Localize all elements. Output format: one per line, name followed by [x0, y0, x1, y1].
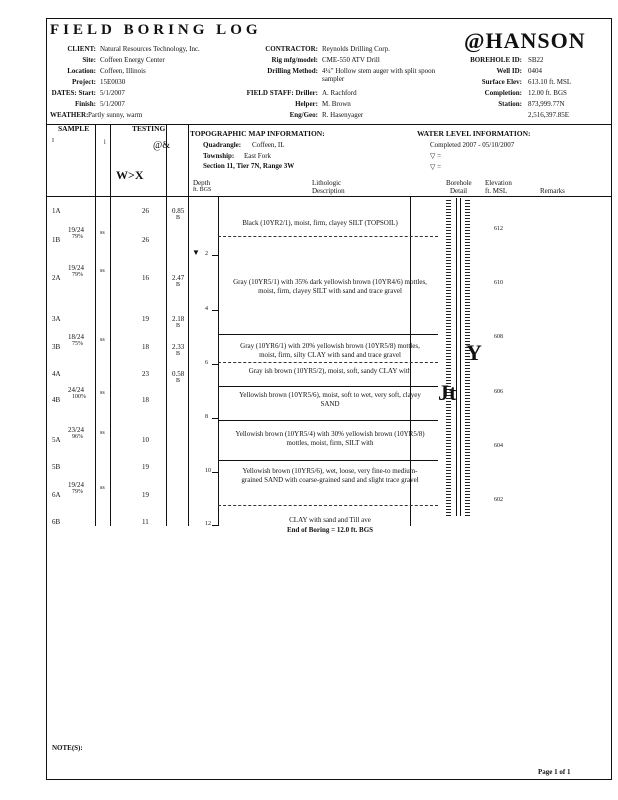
location-label: Location: [67, 67, 96, 75]
sample-type: ss [100, 390, 105, 396]
blow-count-head-icon: W>X [116, 168, 144, 182]
blow-count: 19 [142, 315, 149, 323]
dates-start-label: DATES: Start: [51, 89, 96, 97]
elev-col-head: Elevation [485, 179, 512, 187]
notes-label: NOTE(S): [52, 744, 83, 752]
station-north: 873,999.77N [528, 100, 565, 108]
depth-tick-line [212, 525, 218, 526]
elev-tick: 608 [494, 334, 503, 340]
depth-col-unit: ft. BGS [193, 187, 212, 193]
qu-value: 0.85 [172, 207, 185, 215]
contractor-label: CONTRACTOR: [265, 45, 318, 53]
borehole-id-value: SB22 [528, 56, 544, 64]
blow-count: 18 [142, 396, 149, 404]
page-number: Page 1 of 1 [538, 768, 571, 776]
lith-desc-8: CLAY with sand and Till ave [289, 516, 371, 524]
rig-value: CME-550 ATV Drill [322, 56, 380, 64]
blow-count: 19 [142, 491, 149, 499]
sample-id: 6B [52, 518, 61, 526]
client-label: CLIENT: [67, 45, 96, 53]
qu-value: 2.47 [172, 274, 185, 282]
qu-method: B [176, 351, 181, 357]
sample-type: ss [100, 430, 105, 436]
method-label: Drilling Method: [267, 67, 318, 75]
lith-col-head: Lithologic [312, 179, 342, 187]
sample-recovery: 19/24 [68, 226, 84, 234]
lith-desc-7: Yellowish brown (10YR5/6), wet, loose, very fine-to medium-grained SAND with coarse-grained sand and slight trace gravel [241, 467, 419, 484]
sample-recovery-pct: 79% [72, 234, 83, 240]
lith-desc-3: Gray (10YR6/1) with 20% yellowish brown (10YR5/8) mottles, moist, firm, silty CLAY with sand and trace gravel [240, 342, 420, 359]
borehole-casing-left [446, 198, 451, 516]
sample-recovery-pct: 79% [72, 272, 83, 278]
sample-header: SAMPLE [58, 124, 90, 133]
depth-tick: 2 [205, 251, 208, 257]
depth-tick: 6 [205, 360, 208, 366]
qu-value: 2.33 [172, 343, 185, 351]
lith-desc-1: Black (10YR2/1), moist, firm, clayey SILT (TOPSOIL) [242, 219, 398, 227]
sample-type: ss [100, 337, 105, 343]
qu-method: B [176, 323, 181, 329]
surface-elev-value: 613.10 ft. MSL [528, 78, 572, 86]
township-value: East Fork [244, 152, 272, 160]
blow-count: 23 [142, 370, 149, 378]
driller-value: A. Rachford [322, 89, 357, 97]
section-tier-range: Section 11, Tier 7N, Range 3W [203, 162, 295, 170]
blow-count: 18 [142, 343, 149, 351]
sample-type: ss [100, 268, 105, 274]
blow-count: 11 [142, 518, 149, 526]
qu-head-icon: @& [153, 140, 170, 151]
sample-recovery: 19/24 [68, 481, 84, 489]
water-level-2: ▽ = [430, 152, 442, 160]
lith-col-head-2: Description [312, 187, 345, 195]
sample-id: 5A [52, 436, 61, 444]
depth-tick: 8 [205, 414, 208, 420]
end-of-boring: End of Boring = 12.0 ft. BGS [286, 526, 374, 534]
depth-col-head: Depth [193, 179, 211, 187]
quad-label: Quadrangle: [203, 141, 242, 149]
qu-method: B [176, 282, 181, 288]
start-date: 5/1/2007 [100, 89, 125, 97]
eng-label: Eng/Geo: [289, 111, 318, 119]
depth-tick-line [212, 255, 218, 256]
elev-tick: 610 [494, 280, 503, 286]
sample-type: ss [100, 485, 105, 491]
client-value: Natural Resources Technology, Inc. [100, 45, 200, 53]
surface-elev-label: Surface Elev: [481, 78, 522, 86]
water-level-completed: Completed 2007 - 05/10/2007 [430, 141, 515, 149]
blow-count: 26 [142, 207, 149, 215]
depth-tick-line [212, 472, 218, 473]
lith-desc-2: Gray (10YR5/1) with 35% dark yellowish brown (10YR4/6) mottles, moist, firm, clayey SILT with sand and trace gravel [233, 278, 427, 295]
sample-recovery-pct: 100% [72, 394, 86, 400]
water-level-3: ▽ = [430, 163, 442, 171]
elev-tick: 602 [494, 497, 503, 503]
quad-value: Coffeen, IL [252, 141, 285, 149]
finish-label: Finish: [74, 100, 96, 108]
elev-tick: 612 [494, 226, 503, 232]
well-filter-icon: Y [466, 340, 482, 365]
lith-desc-5: Yellowish brown (10YR5/6), moist, soft to wet, very soft, clayey SAND [239, 391, 421, 408]
blow-count: 10 [142, 436, 149, 444]
station-east: 2,516,397.85E [528, 111, 570, 119]
borehole-col-head-2: Detail [450, 187, 468, 195]
staff-driller-label: FIELD STAFF: Driller: [246, 89, 318, 97]
page-title: FIELD BORING LOG [50, 22, 262, 38]
site-label: Site: [82, 56, 96, 64]
testing-header: TESTING [132, 124, 166, 133]
blow-count: 19 [142, 463, 149, 471]
depth-tick: 4 [205, 306, 208, 312]
station-label: Station: [498, 100, 522, 108]
helper-value: M. Brown [322, 100, 351, 108]
company-logo: @HANSON [464, 28, 586, 53]
rig-label: Rig mfg/model: [271, 56, 318, 64]
elev-tick: 604 [494, 443, 503, 449]
sample-recovery: 23/24 [68, 426, 84, 434]
water-level-header: WATER LEVEL INFORMATION: [417, 129, 531, 138]
elev-tick: 606 [494, 389, 503, 395]
qu-method: B [176, 378, 181, 384]
sample-recovery-pct: 96% [72, 434, 83, 440]
well-id-value: 0404 [528, 67, 542, 75]
depth-tick-line [212, 364, 218, 365]
completion-label: Completion: [484, 89, 522, 97]
sample-recovery-pct: 79% [72, 489, 83, 495]
qu-method: B [176, 215, 181, 221]
sample-id: 6A [52, 491, 61, 499]
depth-tick-line [212, 418, 218, 419]
qu-value: 0.58 [172, 370, 185, 378]
finish-date: 5/1/2007 [100, 100, 125, 108]
project-value: 15E0030 [100, 78, 126, 86]
sample-recovery: 19/24 [68, 264, 84, 272]
sample-id: 1A [52, 207, 61, 215]
sample-id: 3B [52, 343, 61, 351]
township-label: Township: [203, 152, 235, 160]
qu-value: 2.18 [172, 315, 185, 323]
blow-count: 26 [142, 236, 149, 244]
water-level-marker-icon: ▼ [192, 248, 200, 257]
sample-recovery: 18/24 [68, 333, 84, 341]
topo-header: TOPOGRAPHIC MAP INFORMATION: [190, 129, 325, 138]
elev-col-head-2: ft. MSL [485, 187, 508, 195]
eng-value: R. Hasenyager [322, 111, 364, 119]
sample-id: 2A [52, 274, 61, 282]
sample-type-head-icon: l [104, 140, 106, 146]
site-value: Coffeen Energy Center [100, 56, 165, 64]
sample-type: ss [100, 230, 105, 236]
lith-desc-6: Yellowish brown (10YR5/4) with 30% yellowish brown (10YR5/8) mottles, moist, firm, SILT with [235, 430, 425, 447]
well-id-label: Well ID: [496, 67, 522, 75]
depth-tick-line [212, 310, 218, 311]
contractor-value: Reynolds Drilling Corp. [322, 45, 390, 53]
depth-tick: 10 [205, 468, 211, 474]
helper-label: Helper: [295, 100, 318, 108]
blow-count: 16 [142, 274, 149, 282]
completion-value: 12.00 ft. BGS [528, 89, 567, 97]
well-screen-icon: Jt [438, 380, 457, 405]
sample-id: 5B [52, 463, 61, 471]
sample-recovery: 24/24 [68, 386, 84, 394]
sample-id: 4B [52, 396, 61, 404]
borehole-id-label: BOREHOLE ID: [470, 56, 522, 64]
weather-label: WEATHER: [50, 111, 89, 119]
borehole-col-head: Borehole [446, 179, 472, 187]
sample-number-head-icon: I [52, 138, 54, 144]
method-value: 4¼" Hollow stem auger with split spoon sampler [322, 67, 436, 84]
project-label: Project: [72, 78, 96, 86]
sample-recovery-pct: 75% [72, 341, 83, 347]
depth-tick: 12 [205, 521, 211, 527]
location-value: Coffeen, Illinois [100, 67, 146, 75]
remarks-col-head: Remarks [540, 187, 565, 195]
sample-id: 1B [52, 236, 61, 244]
lith-desc-4: Gray ish brown (10YR5/2), moist, soft, sandy CLAY with [248, 367, 412, 375]
sample-id: 3A [52, 315, 61, 323]
weather-value: Partly sunny, warm [88, 111, 143, 119]
sample-id: 4A [52, 370, 61, 378]
